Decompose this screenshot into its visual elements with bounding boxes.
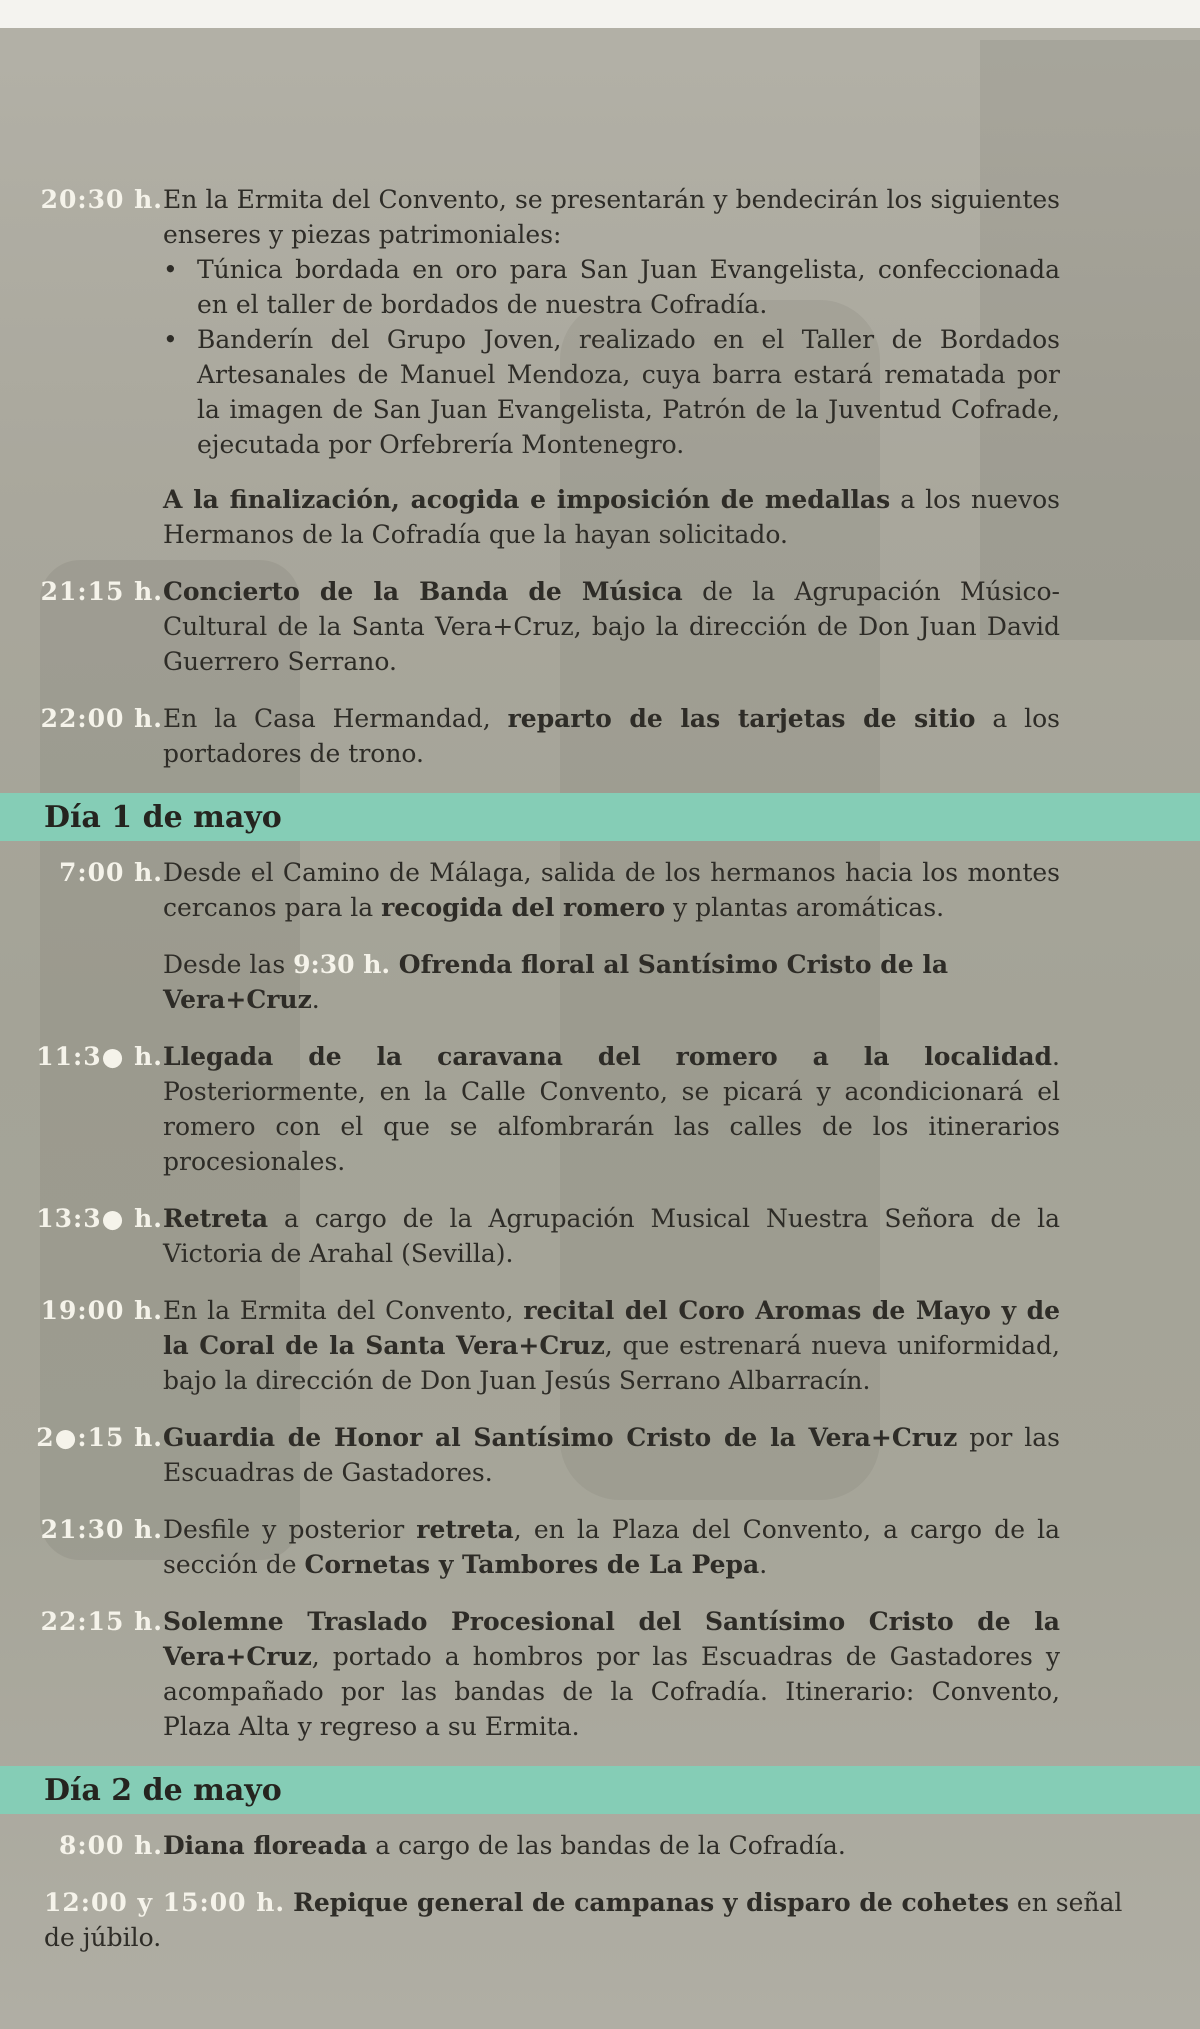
event-entry [0,1293,1200,1398]
event-paragraph [163,482,1060,552]
event-description [163,1604,1130,1744]
event-entry [0,574,1200,679]
event-text: Desde las [163,950,294,979]
event-time: 22:00 h. [40,704,163,733]
event-time: 8:00 h. [59,1831,163,1860]
bullet-item: • Banderín del Grupo Joven, realizado en el Taller de Bordados Artesanales de Manuel Mendoza, cuya barra estará rematada por la imagen de San Juan Evangelista, Patrón de la Juventud Cofrade, ejecutada por Orfebrería Montenegro. [163,322,1060,462]
event-text: , portado a hombros por las Escuadras de Gastadores y acompañado por las bandas de la Cofradía. Itinerario: Convento, Plaza Alta y regreso a su Ermita. [163,1642,1060,1741]
event-time: 11:3● h. [36,1042,163,1071]
event-time: 20:30 h. [40,185,163,214]
bold-text: Repique general de campanas y disparo de cohetes [293,1888,1009,1917]
event-text: a cargo de la Agrupación Musical Nuestra Señora de la Victoria de Arahal (Sevilla). [163,1204,1060,1268]
event-text: En la Ermita del Convento, [163,1296,524,1325]
schedule [0,182,1200,1977]
bullet-list [163,252,1060,462]
event-entry [0,1420,1200,1490]
event-entry [0,1604,1200,1744]
event-text: en señal de júbilo. [44,1888,1123,1952]
event-time: 7:00 h. [59,858,163,887]
event-entry [0,1201,1200,1271]
day-heading-band [0,1766,1200,1814]
event-time: 21:30 h. [40,1515,163,1544]
event-description [163,1201,1130,1271]
bold-text: Guardia de Honor al Santísimo Cristo de la Vera+Cruz [163,1423,958,1452]
event-description [163,182,1130,552]
day-heading: Día 1 de mayo [44,799,282,835]
event-text: Desde el Camino de Málaga, salida de los hermanos hacia los montes cercanos para la [163,858,1060,922]
bold-text: Diana floreada [163,1831,368,1860]
event-time: 12:00 y 15:00 h. [44,1888,286,1917]
event-description [163,1293,1130,1398]
event-time: 21:15 h. [40,577,163,606]
bold-text: retreta [416,1515,514,1544]
event-description [163,1512,1130,1582]
bold-text: Llegada de la caravana del romero a la localidad [163,1042,1053,1071]
event-text: , en la Plaza del Convento, a cargo de la sección de [163,1515,1061,1579]
event-text: de la Agrupación Músico-Cultural de la Santa Vera+Cruz, bajo la dirección de Don Juan David Guerrero Serrano. [163,577,1060,676]
bullet-item: • Túnica bordada en oro para San Juan Evangelista, confeccionada en el taller de bordados de nuestra Cofradía. [163,252,1060,322]
event-text: . Posteriormente, en la Calle Convento, se picará y acondicionará el romero con el que se alfombrarán las calles de los itinerarios procesionales. [163,1042,1060,1176]
event-text: Desfile y posterior [163,1515,417,1544]
bold-text: Retreta [163,1204,269,1233]
event-entry [0,1885,1200,1955]
event-description [163,1828,1130,1863]
event-entry [0,855,1200,925]
event-time: 19:00 h. [40,1296,163,1325]
event-time: 22:15 h. [40,1607,163,1636]
event-text: , que estrenará nueva uniformidad, bajo la dirección de Don Juan Jesús Serrano Albarracín. [163,1331,1061,1395]
event-text: . [759,1550,768,1579]
event-entry [0,1039,1200,1179]
event-description [163,574,1130,679]
event-time: 2●:15 h. [36,1423,163,1452]
event-text: a los nuevos Hermanos de la Cofradía que la hayan solicitado. [163,485,1060,549]
bold-text: recital del Coro Aromas de Mayo y de la Coral de la Santa Vera+Cruz [163,1296,1060,1360]
event-description [163,855,1130,925]
event-entry [0,701,1200,771]
bold-text: reparto de las tarjetas de sitio [507,704,976,733]
event-text: En la Ermita del Convento, se presentarán y bendecirán los siguientes enseres y piezas patrimoniales: [163,185,1060,249]
event-time: 9:30 h. [293,950,391,979]
event-entry [0,182,1200,552]
bold-text: Solemne Traslado Procesional del Santísimo Cristo de la Vera+Cruz [163,1607,1060,1671]
day-heading-band [0,793,1200,841]
event-text: a cargo de las bandas de la Cofradía. [367,1831,846,1860]
bold-text: Cornetas y Tambores de La Pepa [304,1550,760,1579]
bold-text: Ofrenda floral al Santísimo Cristo de la Vera+Cruz [163,950,949,1014]
bold-text: A la finalización, acogida e imposición de medallas [163,485,891,514]
event-time: 13:3● h. [36,1204,163,1233]
bold-text: recogida del romero [381,893,666,922]
event-text: por las Escuadras de Gastadores. [163,1423,1060,1487]
event-entry [0,1512,1200,1582]
event-paragraph [163,947,1130,1017]
day-heading: Día 2 de mayo [44,1772,282,1808]
bold-text: Concierto de la Banda de Música [163,577,683,606]
event-entry [0,1828,1200,1863]
event-description [163,701,1130,771]
event-description [163,1039,1130,1179]
top-margin [0,0,1200,28]
event-text: En la Casa Hermandad, [163,704,508,733]
event-text: a los portadores de trono. [163,704,1060,768]
event-description [163,1420,1130,1490]
event-text: . [311,985,320,1014]
event-text: y plantas aromáticas. [665,893,945,922]
